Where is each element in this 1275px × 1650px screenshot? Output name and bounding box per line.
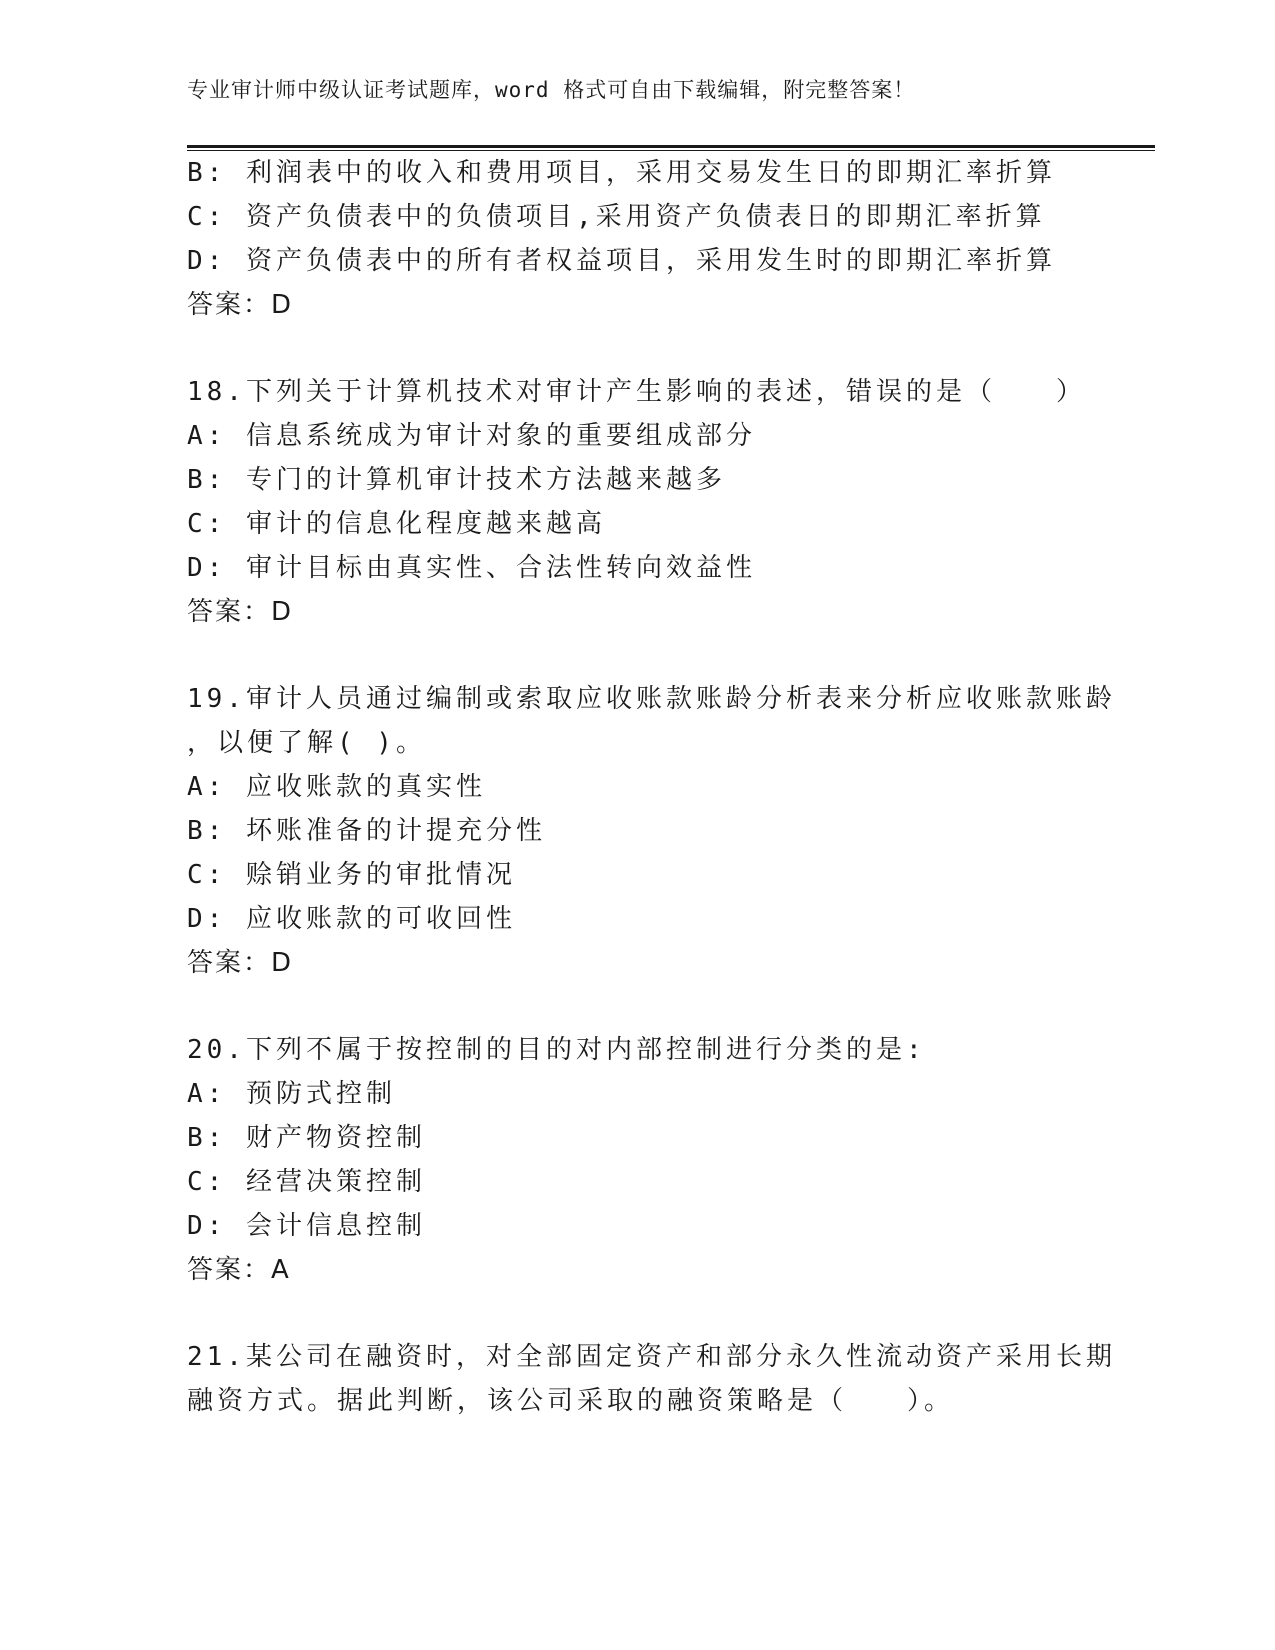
- header-rule-thick: [187, 145, 1155, 148]
- option-d: D: 应收账款的可收回性: [187, 904, 516, 934]
- question-stem: 19.审计人员通过编制或索取应收账款账龄分析表来分析应收账款账龄: [187, 684, 1116, 714]
- answer: 答案：A: [187, 1255, 291, 1285]
- question-stem: 21.某公司在融资时，对全部固定资产和部分永久性流动资产采用长期: [187, 1342, 1116, 1372]
- question-stem-continued: 融资方式。据此判断，该公司采取的融资策略是（ ）。: [187, 1386, 955, 1416]
- option-b: B: 利润表中的收入和费用项目，采用交易发生日的即期汇率折算: [187, 158, 1056, 188]
- option-d: D: 会计信息控制: [187, 1211, 426, 1241]
- option-c: C: 资产负债表中的负债项目,采用资产负债表日的即期汇率折算: [187, 202, 1046, 232]
- option-d: D: 审计目标由真实性、合法性转向效益性: [187, 553, 756, 583]
- option-c: C: 审计的信息化程度越来越高: [187, 509, 606, 539]
- option-b: B: 坏账准备的计提充分性: [187, 816, 546, 846]
- answer: 答案：D: [187, 948, 294, 978]
- option-b: B: 专门的计算机审计技术方法越来越多: [187, 465, 726, 495]
- option-a: A: 信息系统成为审计对象的重要组成部分: [187, 421, 756, 451]
- question-stem: 18.下列关于计算机技术对审计产生影响的表述，错误的是（ ）: [187, 377, 1086, 407]
- question-stem-continued: ，以便了解( )。: [187, 728, 426, 758]
- option-d: D: 资产负债表中的所有者权益项目，采用发生时的即期汇率折算: [187, 246, 1056, 276]
- answer: 答案：D: [187, 597, 294, 627]
- answer: 答案：D: [187, 290, 294, 320]
- option-c: C: 赊销业务的审批情况: [187, 860, 516, 890]
- option-a: A: 应收账款的真实性: [187, 772, 486, 802]
- header-rule-thin: [187, 150, 1155, 151]
- option-a: A: 预防式控制: [187, 1079, 396, 1109]
- option-c: C: 经营决策控制: [187, 1167, 426, 1197]
- question-stem: 20.下列不属于按控制的目的对内部控制进行分类的是:: [187, 1035, 926, 1065]
- page-header: 专业审计师中级认证考试题库，word 格式可自由下载编辑，附完整答案！: [187, 78, 916, 102]
- option-b: B: 财产物资控制: [187, 1123, 426, 1153]
